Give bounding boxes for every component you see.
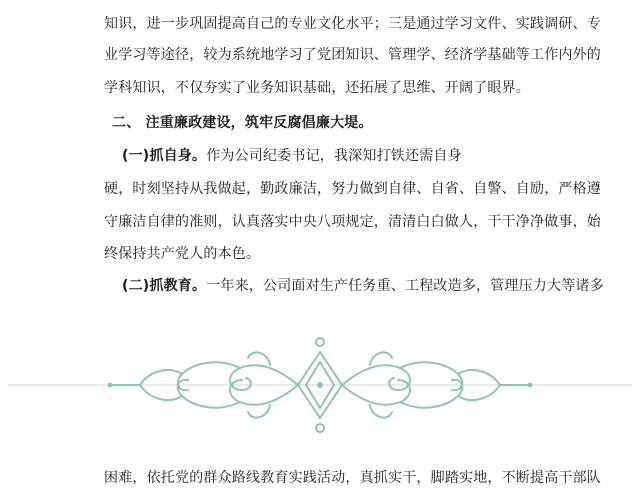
subsection-line bbox=[122, 146, 462, 166]
section-heading: 二、 注重廉政建设，筑牢反腐倡廉大堤。 bbox=[112, 115, 373, 131]
body-text-line: 终保持共产党人的本色。 bbox=[104, 246, 261, 262]
body-text-line: 硬，时刻坚持从我做起，勤政廉洁，努力做到自律、自省、自警、自励，严格遵 bbox=[104, 181, 601, 197]
body-text-run: 作为公司纪委书记，我深知打铁还需自身 bbox=[206, 148, 462, 164]
body-text-line: 困难，依托党的群众路线教育实践活动，真抓实干，脚踏实地，不断提高干部队 bbox=[104, 470, 601, 486]
body-text-line: 守廉洁自律的准则，认真落实中央八项规定，清清白白做人，干干净净做事，始 bbox=[104, 214, 601, 230]
ornament-divider bbox=[0, 330, 640, 440]
body-text-line: 业学习等途径，较为系统地学习了党团知识、管理学、经济学基础等工作内外的 bbox=[104, 47, 601, 63]
subsection-line bbox=[122, 276, 604, 296]
subsection-heading: (二)抓教育。 bbox=[122, 278, 207, 294]
body-text-line: 学科知识，不仅夯实了业务知识基础，还拓展了思维、开阔了眼界。 bbox=[104, 80, 530, 96]
subsection-heading: (一)抓自身。 bbox=[122, 148, 207, 164]
body-text-run: 一年来，公司面对生产任务重、工程改造多，管理压力大等诸多 bbox=[206, 278, 604, 294]
body-text-line: 知识，进一步巩固提高自己的专业文化水平；三是通过学习文件、实践调研、专 bbox=[104, 16, 601, 32]
